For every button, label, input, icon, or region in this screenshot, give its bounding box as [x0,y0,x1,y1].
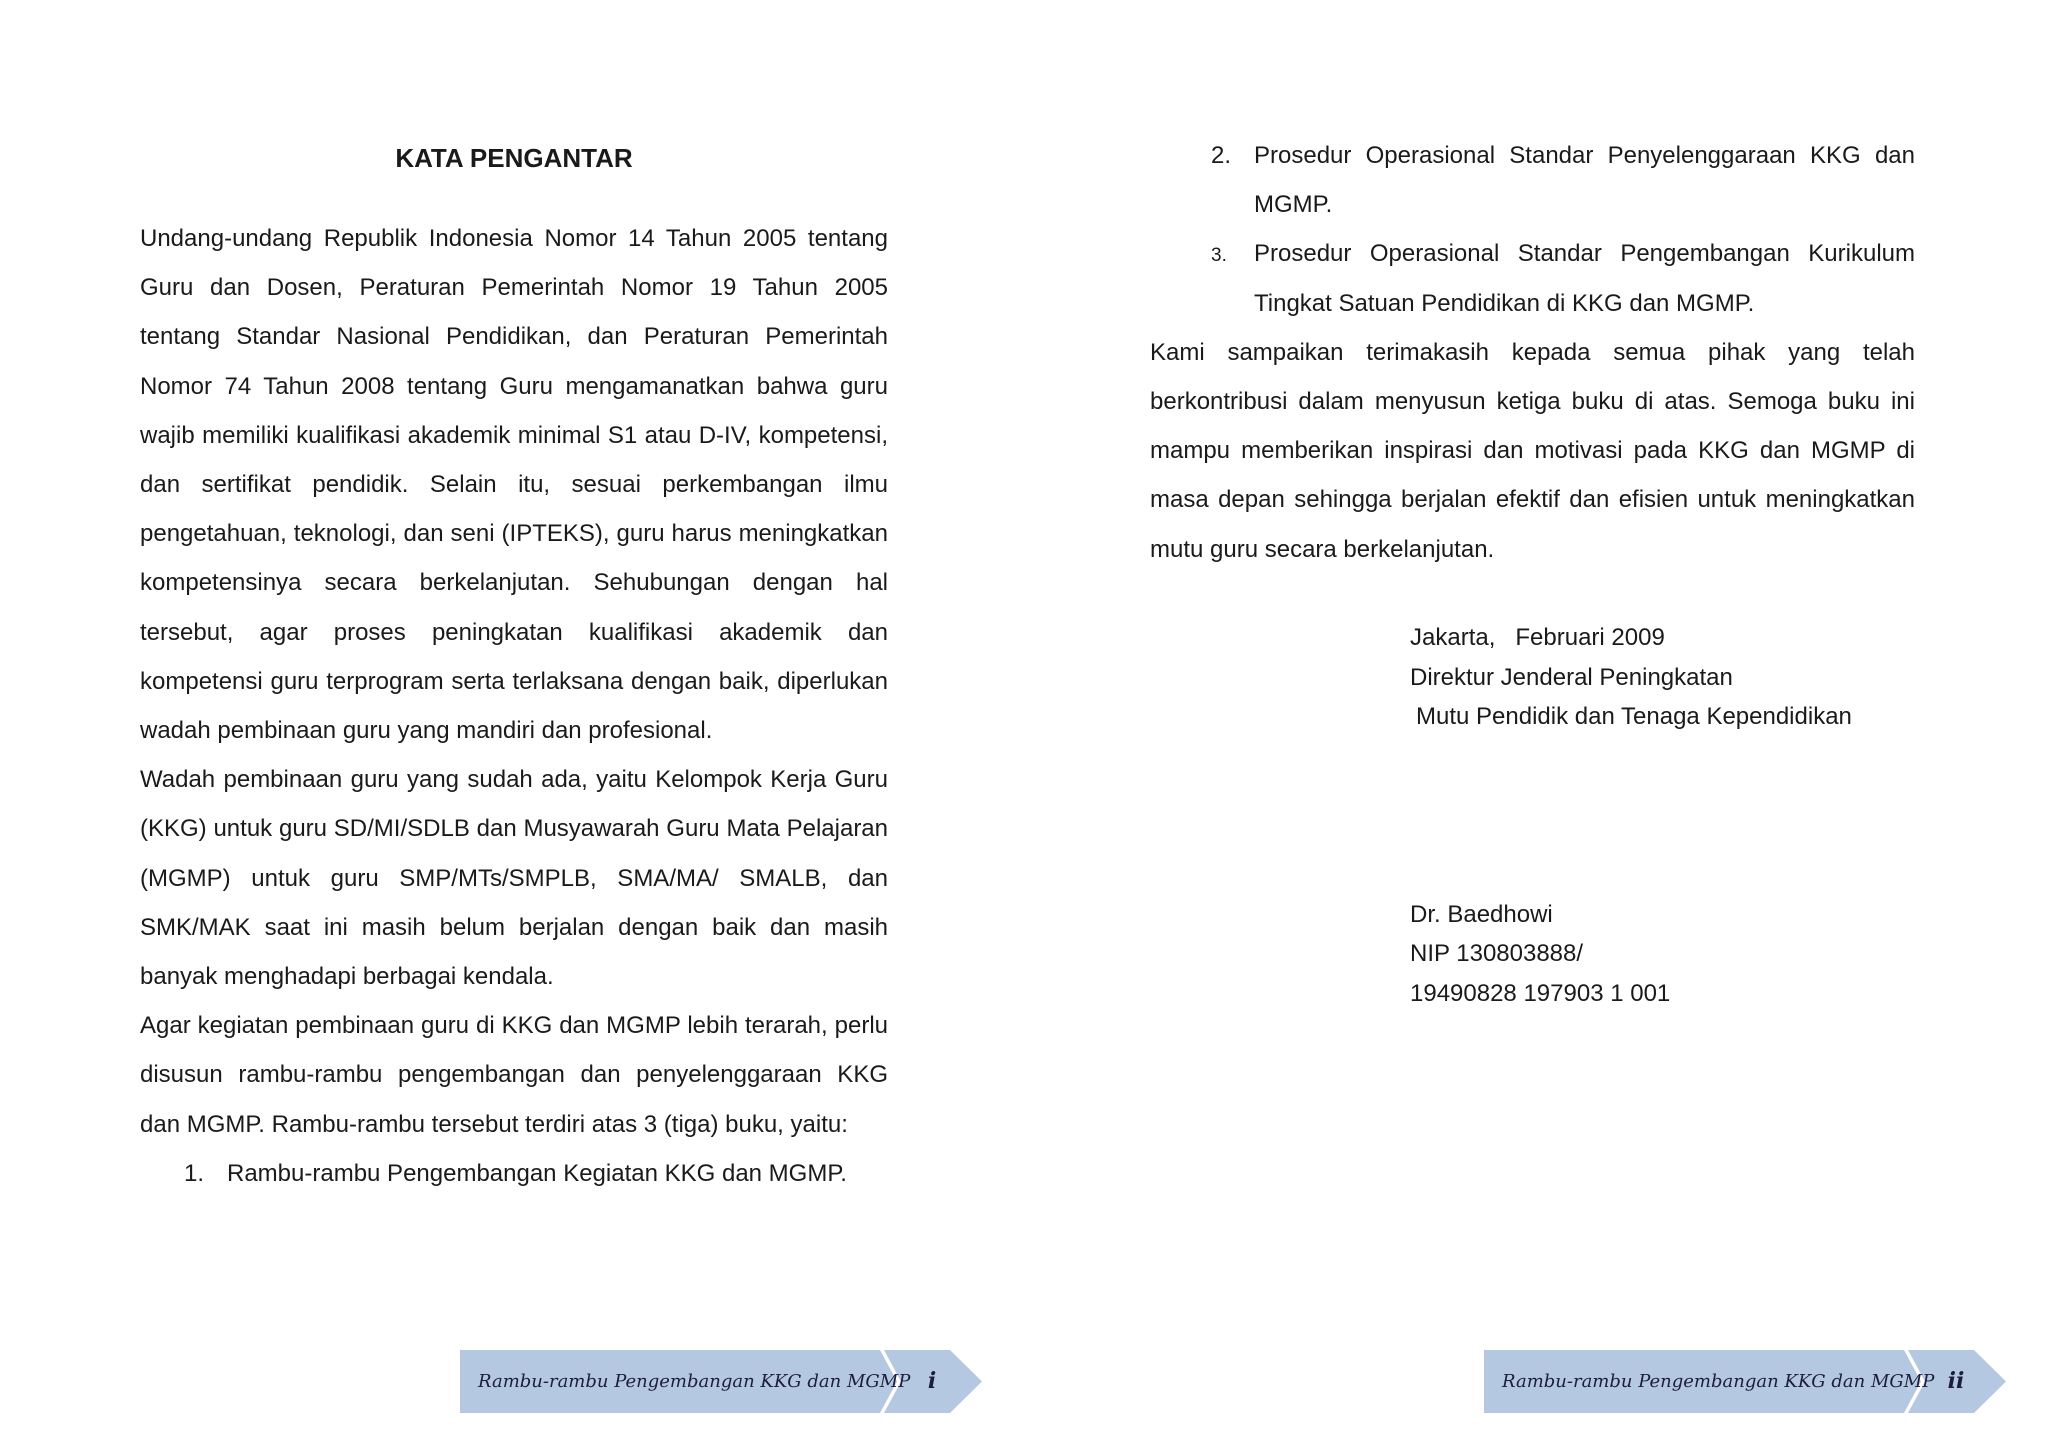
place-date: Jakarta, Februari 2009 [1410,624,1665,651]
nip-line: NIP 130803888/ [1410,940,1584,967]
list-text: Rambu-rambu Pengembangan Kegiatan KKG dan MGMP. [227,1159,847,1187]
list-item [1167,131,1915,229]
page-title: KATA PENGANTAR [395,143,633,173]
right-page [1024,0,2048,1448]
book-list [1167,131,1915,328]
list-item [140,1149,888,1198]
nip-line: 19490828 197903 1 001 [1410,979,1671,1007]
page-number: ii [1947,1368,1965,1394]
signatory-name: Dr. Baedhowi [1410,900,1553,928]
body-text [140,214,888,1198]
paragraph: Kami sampaikan terimakasih kepada semua pihak yang telah berkontribusi dalam menyusun ketiga buku di atas. Semoga buku ini mampu memberikan inspirasi dan motivasi pada KKG dan MGMP di masa depan sehingga berjalan efektif dan efisien untuk meningkatkan mutu guru secara berkelanjutan. [1150,338,1915,563]
body-text [1150,131,1915,574]
position-line: Mutu Pendidik dan Tenaga Kependidikan [1416,703,1852,730]
list-text: Prosedur Operasional Standar Pengembangan Kurikulum Tingkat Satuan Pendidikan di KKG dan MGMP. [1254,240,1915,317]
footer-banner [460,1350,982,1413]
paragraph: Agar kegiatan pembinaan guru di KKG dan MGMP lebih terarah, perlu disusun rambu-rambu pengembangan dan penyelenggaraan KKG dan MGMP. Rambu-rambu tersebut terdiri atas 3 (tiga) buku, yaitu: [140,1012,888,1138]
list-text: Prosedur Operasional Standar Penyelenggaraan KKG dan MGMP. [1254,142,1915,219]
book-list [140,1149,888,1198]
list-item [1167,229,1915,327]
footer-title: Rambu-rambu Pengembangan KKG dan MGMP [478,1371,911,1392]
footer-title: Rambu-rambu Pengembangan KKG dan MGMP [1502,1371,1935,1392]
footer-banner [1484,1350,2006,1413]
list-number: 3. [1211,245,1227,267]
page-number: i [927,1368,937,1394]
position-line: Direktur Jenderal Peningkatan [1410,663,1733,691]
list-number: 2. [1211,142,1232,169]
paragraph: Undang-undang Republik Indonesia Nomor 14 Tahun 2005 tentang Guru dan Dosen, Peraturan Pemerintah Nomor 19 Tahun 2005 tentang Standar Nasional Pendidikan, dan Peraturan Pemerintah Nomor 74 Tahun 2008 tentang Guru mengamanatkan bahwa guru wajib memiliki kualifikasi akademik minimal S1 atau D-IV, kompetensi, dan sertifikat pendidik. Selain itu, sesuai perkembangan ilmu pengetahuan, teknologi, dan seni (IPTEKS), guru harus meningkatkan kompetensinya secara berkelanjutan. Sehubungan dengan hal tersebut, agar proses peningkatan kualifikasi akademik dan kompetensi guru terprogram serta terlaksana dengan baik, diperlukan wadah pembinaan guru yang mandiri dan profesional. [140,225,888,745]
paragraph: Wadah pembinaan guru yang sudah ada, yaitu Kelompok Kerja Guru (KKG) untuk guru SD/MI/SDLB dan Musyawarah Guru Mata Pelajaran (MGMP) untuk guru SMP/MTs/SMPLB, SMA/MA/ SMALB, dan SMK/MAK saat ini masih belum berjalan dengan baik dan masih banyak menghadapi berbagai kendala. [140,766,888,991]
list-number: 1. [184,1159,205,1187]
signature-space [1410,737,1852,895]
signature-block [1410,618,1852,1013]
